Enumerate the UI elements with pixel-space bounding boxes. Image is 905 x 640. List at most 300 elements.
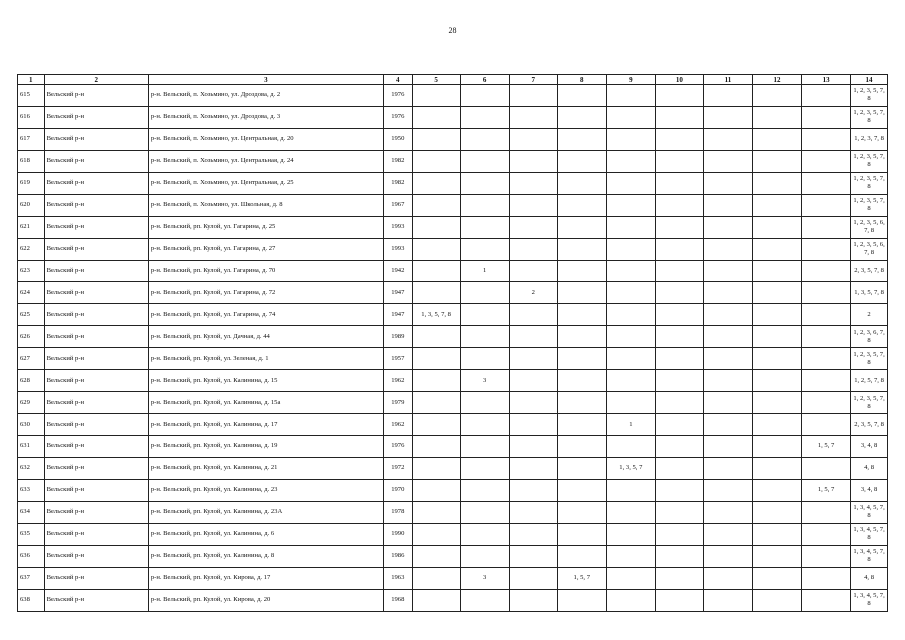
table-cell-col-4: 1957	[383, 348, 412, 370]
table-cell-col-11	[703, 479, 752, 501]
table-cell-col-5	[412, 436, 460, 458]
table-cell-col-12	[752, 457, 801, 479]
table-cell-col-1: 636	[18, 545, 45, 567]
page-number: 28	[448, 26, 457, 35]
table-row	[18, 392, 888, 414]
table-cell-col-3: р-н. Вельский, рп. Кулой, ул. Калинина, д. 23	[148, 479, 383, 501]
table-cell-col-12	[752, 545, 801, 567]
table-cell-col-7	[509, 392, 557, 414]
table-cell-col-2: Вельский р-н	[44, 501, 148, 523]
table-cell-col-12	[752, 392, 801, 414]
table-row	[18, 414, 888, 436]
table-cell-col-13	[802, 216, 851, 238]
table-cell-col-5	[412, 457, 460, 479]
column-header-5: 5	[412, 75, 460, 85]
table-cell-col-4: 1990	[383, 523, 412, 545]
table-cell-col-14: 2	[851, 304, 888, 326]
table-cell-col-8	[557, 260, 606, 282]
table-cell-col-14: 1, 2, 5, 7, 8	[851, 370, 888, 392]
table-cell-col-7	[509, 326, 557, 348]
table-row	[18, 85, 888, 107]
table-cell-col-10	[655, 545, 703, 567]
table-cell-col-9	[606, 172, 655, 194]
table-cell-col-2: Вельский р-н	[44, 392, 148, 414]
table-cell-col-2: Вельский р-н	[44, 128, 148, 150]
table-row	[18, 150, 888, 172]
table-cell-col-5	[412, 567, 460, 589]
table-cell-col-14: 1, 2, 3, 5, 7, 8	[851, 172, 888, 194]
table-cell-col-9	[606, 436, 655, 458]
column-header-12: 12	[752, 75, 801, 85]
table-cell-col-8	[557, 436, 606, 458]
table-cell-col-12	[752, 589, 801, 611]
table-cell-col-6	[460, 150, 509, 172]
table-cell-col-3: р-н. Вельский, п. Хозьмино, ул. Дроздова, д. 2	[148, 85, 383, 107]
table-cell-col-9	[606, 128, 655, 150]
table-cell-col-7	[509, 348, 557, 370]
table-cell-col-12	[752, 479, 801, 501]
table-cell-col-7	[509, 523, 557, 545]
table-cell-col-1: 621	[18, 216, 45, 238]
table-cell-col-11	[703, 106, 752, 128]
table-cell-col-4: 1968	[383, 589, 412, 611]
table-cell-col-9	[606, 567, 655, 589]
table-cell-col-8	[557, 326, 606, 348]
table-cell-col-12	[752, 106, 801, 128]
table-cell-col-2: Вельский р-н	[44, 457, 148, 479]
table-cell-col-13	[802, 326, 851, 348]
table-cell-col-5	[412, 479, 460, 501]
table-cell-col-9	[606, 326, 655, 348]
table-row	[18, 523, 888, 545]
table-cell-col-8	[557, 479, 606, 501]
table-cell-col-1: 620	[18, 194, 45, 216]
table-cell-col-4: 1976	[383, 106, 412, 128]
table-cell-col-2: Вельский р-н	[44, 216, 148, 238]
table-cell-col-5	[412, 523, 460, 545]
table-cell-col-7	[509, 501, 557, 523]
table-cell-col-14: 1, 2, 3, 5, 7, 8	[851, 85, 888, 107]
table-cell-col-1: 634	[18, 501, 45, 523]
table-cell-col-13	[802, 457, 851, 479]
table-cell-col-8: 1, 5, 7	[557, 567, 606, 589]
table-cell-col-5	[412, 194, 460, 216]
table-cell-col-12	[752, 348, 801, 370]
table-cell-col-9	[606, 523, 655, 545]
table-cell-col-10	[655, 436, 703, 458]
table-cell-col-8	[557, 194, 606, 216]
table-cell-col-5	[412, 414, 460, 436]
table-cell-col-11	[703, 348, 752, 370]
table-cell-col-14: 1, 2, 3, 5, 7, 8	[851, 106, 888, 128]
table-cell-col-7	[509, 589, 557, 611]
table-cell-col-7	[509, 128, 557, 150]
table-row	[18, 194, 888, 216]
table-cell-col-3: р-н. Вельский, рп. Кулой, ул. Калинина, д. 23А	[148, 501, 383, 523]
table-cell-col-12	[752, 260, 801, 282]
table-cell-col-2: Вельский р-н	[44, 589, 148, 611]
table-cell-col-11	[703, 216, 752, 238]
table-cell-col-6	[460, 479, 509, 501]
table-cell-col-14: 1, 3, 5, 7, 8	[851, 282, 888, 304]
table-cell-col-1: 615	[18, 85, 45, 107]
table-cell-col-2: Вельский р-н	[44, 479, 148, 501]
table-cell-col-8	[557, 414, 606, 436]
table-cell-col-10	[655, 501, 703, 523]
table-cell-col-11	[703, 326, 752, 348]
table-cell-col-5	[412, 260, 460, 282]
table-cell-col-7	[509, 150, 557, 172]
table-cell-col-11	[703, 194, 752, 216]
table-cell-col-14: 1, 3, 4, 5, 7, 8	[851, 501, 888, 523]
table-cell-col-11	[703, 567, 752, 589]
table-cell-col-11	[703, 172, 752, 194]
table-cell-col-1: 616	[18, 106, 45, 128]
table-cell-col-5	[412, 282, 460, 304]
table-cell-col-7	[509, 172, 557, 194]
table-cell-col-12	[752, 501, 801, 523]
table-cell-col-10	[655, 457, 703, 479]
table-row	[18, 545, 888, 567]
table-cell-col-8	[557, 150, 606, 172]
table-cell-col-13: 1, 5, 7	[802, 436, 851, 458]
table-cell-col-8	[557, 216, 606, 238]
table-cell-col-11	[703, 523, 752, 545]
table-cell-col-4: 1947	[383, 304, 412, 326]
table-cell-col-3: р-н. Вельский, п. Хозьмино, ул. Центральная, д. 24	[148, 150, 383, 172]
table-cell-col-9: 1	[606, 414, 655, 436]
table-cell-col-12	[752, 282, 801, 304]
table-row	[18, 326, 888, 348]
table-cell-col-12	[752, 85, 801, 107]
table-cell-col-2: Вельский р-н	[44, 326, 148, 348]
table-cell-col-11	[703, 545, 752, 567]
column-header-2: 2	[44, 75, 148, 85]
table-cell-col-6	[460, 545, 509, 567]
table-cell-col-7	[509, 194, 557, 216]
table-cell-col-12	[752, 370, 801, 392]
table-cell-col-13	[802, 370, 851, 392]
table-cell-col-14: 1, 2, 3, 5, 6, 7, 8	[851, 216, 888, 238]
table-cell-col-10	[655, 238, 703, 260]
table-cell-col-3: р-н. Вельский, рп. Кулой, ул. Калинина, д. 8	[148, 545, 383, 567]
table-cell-col-1: 618	[18, 150, 45, 172]
table-cell-col-10	[655, 150, 703, 172]
table-cell-col-1: 632	[18, 457, 45, 479]
table-cell-col-3: р-н. Вельский, рп. Кулой, ул. Калинина, д. 21	[148, 457, 383, 479]
table-cell-col-6	[460, 457, 509, 479]
table-cell-col-9	[606, 106, 655, 128]
table-cell-col-13: 1, 5, 7	[802, 479, 851, 501]
table-row	[18, 501, 888, 523]
table-row	[18, 172, 888, 194]
table-row	[18, 479, 888, 501]
table-cell-col-10	[655, 304, 703, 326]
column-header-9: 9	[606, 75, 655, 85]
table-cell-col-11	[703, 501, 752, 523]
table-cell-col-3: р-н. Вельский, рп. Кулой, ул. Гагарина, д. 27	[148, 238, 383, 260]
table-cell-col-5	[412, 392, 460, 414]
table-cell-col-4: 1993	[383, 216, 412, 238]
table-cell-col-1: 638	[18, 589, 45, 611]
table-cell-col-9	[606, 238, 655, 260]
table-cell-col-2: Вельский р-н	[44, 106, 148, 128]
table-cell-col-4: 1970	[383, 479, 412, 501]
table-cell-col-12	[752, 326, 801, 348]
table-cell-col-10	[655, 194, 703, 216]
table-row	[18, 304, 888, 326]
table-cell-col-11	[703, 128, 752, 150]
table-cell-col-3: р-н. Вельский, п. Хозьмино, ул. Центральная, д. 25	[148, 172, 383, 194]
table-cell-col-3: р-н. Вельский, рп. Кулой, ул. Калинина, д. 6	[148, 523, 383, 545]
table-cell-col-4: 1962	[383, 414, 412, 436]
table-row	[18, 457, 888, 479]
table-cell-col-13	[802, 260, 851, 282]
table-cell-col-13	[802, 348, 851, 370]
table-cell-col-5	[412, 238, 460, 260]
table-cell-col-2: Вельский р-н	[44, 523, 148, 545]
table-cell-col-6	[460, 501, 509, 523]
table-header	[18, 75, 888, 85]
table-cell-col-1: 635	[18, 523, 45, 545]
table-cell-col-14: 1, 3, 4, 5, 7, 8	[851, 545, 888, 567]
table-cell-col-4: 1972	[383, 457, 412, 479]
table-cell-col-8	[557, 172, 606, 194]
table-cell-col-3: р-н. Вельский, п. Хозьмино, ул. Школьная, д. 8	[148, 194, 383, 216]
table-cell-col-11	[703, 457, 752, 479]
table-cell-col-14: 1, 2, 3, 5, 7, 8	[851, 392, 888, 414]
table-cell-col-9	[606, 216, 655, 238]
table-cell-col-14: 3, 4, 8	[851, 436, 888, 458]
table-cell-col-8	[557, 545, 606, 567]
table-cell-col-9	[606, 370, 655, 392]
table-cell-col-3: р-н. Вельский, рп. Кулой, ул. Калинина, д. 15	[148, 370, 383, 392]
table-cell-col-10	[655, 128, 703, 150]
table-cell-col-9	[606, 392, 655, 414]
table-cell-col-13	[802, 501, 851, 523]
table-cell-col-8	[557, 348, 606, 370]
table-cell-col-10	[655, 216, 703, 238]
table-cell-col-4: 1963	[383, 567, 412, 589]
table-cell-col-1: 626	[18, 326, 45, 348]
table-cell-col-7	[509, 216, 557, 238]
column-header-11: 11	[703, 75, 752, 85]
table-cell-col-8	[557, 392, 606, 414]
housing-registry-table	[17, 74, 888, 612]
table-cell-col-13	[802, 238, 851, 260]
table-cell-col-8	[557, 85, 606, 107]
table-cell-col-14: 3, 4, 8	[851, 479, 888, 501]
table-cell-col-14: 1, 2, 3, 7, 8	[851, 128, 888, 150]
table-cell-col-3: р-н. Вельский, рп. Кулой, ул. Кирова, д. 20	[148, 589, 383, 611]
table-cell-col-13	[802, 392, 851, 414]
table-cell-col-10	[655, 172, 703, 194]
table-cell-col-1: 637	[18, 567, 45, 589]
table-cell-col-3: р-н. Вельский, рп. Кулой, ул. Дачная, д. 44	[148, 326, 383, 348]
table-cell-col-5	[412, 545, 460, 567]
table-cell-col-12	[752, 150, 801, 172]
table-cell-col-2: Вельский р-н	[44, 414, 148, 436]
table-cell-col-6: 1	[460, 260, 509, 282]
table-cell-col-9: 1, 3, 5, 7	[606, 457, 655, 479]
table-cell-col-1: 629	[18, 392, 45, 414]
table-cell-col-14: 1, 2, 3, 5, 7, 8	[851, 150, 888, 172]
table-cell-col-13	[802, 128, 851, 150]
table-cell-col-9	[606, 304, 655, 326]
table-cell-col-8	[557, 589, 606, 611]
table-cell-col-12	[752, 436, 801, 458]
table-cell-col-6	[460, 589, 509, 611]
table-cell-col-4: 1950	[383, 128, 412, 150]
table-cell-col-8	[557, 106, 606, 128]
table-cell-col-9	[606, 260, 655, 282]
table-cell-col-5: 1, 3, 5, 7, 8	[412, 304, 460, 326]
table-cell-col-10	[655, 348, 703, 370]
table-cell-col-7	[509, 85, 557, 107]
table-cell-col-7	[509, 545, 557, 567]
table-cell-col-11	[703, 304, 752, 326]
table-cell-col-4: 1967	[383, 194, 412, 216]
table-cell-col-10	[655, 85, 703, 107]
table-cell-col-8	[557, 282, 606, 304]
table-cell-col-8	[557, 304, 606, 326]
table-cell-col-2: Вельский р-н	[44, 150, 148, 172]
table-cell-col-10	[655, 414, 703, 436]
table-cell-col-1: 627	[18, 348, 45, 370]
table-cell-col-6	[460, 238, 509, 260]
table-cell-col-14: 1, 2, 3, 6, 7, 8	[851, 326, 888, 348]
table-cell-col-5	[412, 589, 460, 611]
table-cell-col-6	[460, 216, 509, 238]
table-cell-col-11	[703, 414, 752, 436]
table-cell-col-1: 628	[18, 370, 45, 392]
table-row	[18, 238, 888, 260]
column-header-7: 7	[509, 75, 557, 85]
table-cell-col-10	[655, 392, 703, 414]
table-cell-col-5	[412, 85, 460, 107]
table-cell-col-6	[460, 128, 509, 150]
table-cell-col-7	[509, 106, 557, 128]
table-cell-col-6	[460, 172, 509, 194]
table-cell-col-8	[557, 523, 606, 545]
table-cell-col-10	[655, 589, 703, 611]
table-cell-col-12	[752, 216, 801, 238]
table-body	[18, 85, 888, 612]
table-cell-col-7	[509, 304, 557, 326]
table-cell-col-3: р-н. Вельский, рп. Кулой, ул. Зеленая, д. 1	[148, 348, 383, 370]
table-cell-col-4: 1962	[383, 370, 412, 392]
table-cell-col-1: 617	[18, 128, 45, 150]
table-cell-col-2: Вельский р-н	[44, 370, 148, 392]
table-cell-col-4: 1979	[383, 392, 412, 414]
table-row	[18, 282, 888, 304]
table-cell-col-11	[703, 150, 752, 172]
table-row	[18, 216, 888, 238]
table-cell-col-8	[557, 457, 606, 479]
table-cell-col-12	[752, 567, 801, 589]
table-cell-col-13	[802, 567, 851, 589]
table-row	[18, 370, 888, 392]
table-cell-col-3: р-н. Вельский, п. Хозьмино, ул. Дроздова, д. 3	[148, 106, 383, 128]
table-cell-col-11	[703, 260, 752, 282]
table-cell-col-1: 619	[18, 172, 45, 194]
table-cell-col-6: 3	[460, 567, 509, 589]
table-cell-col-2: Вельский р-н	[44, 238, 148, 260]
table-cell-col-7	[509, 436, 557, 458]
table-row	[18, 260, 888, 282]
table-cell-col-11	[703, 392, 752, 414]
table-cell-col-3: р-н. Вельский, п. Хозьмино, ул. Центральная, д. 20	[148, 128, 383, 150]
table-cell-col-14: 1, 2, 3, 5, 7, 8	[851, 348, 888, 370]
table-cell-col-10	[655, 260, 703, 282]
table-cell-col-2: Вельский р-н	[44, 545, 148, 567]
table-cell-col-10	[655, 523, 703, 545]
table-cell-col-7	[509, 479, 557, 501]
table-cell-col-4: 1976	[383, 436, 412, 458]
table-cell-col-3: р-н. Вельский, рп. Кулой, ул. Гагарина, д. 70	[148, 260, 383, 282]
table-cell-col-3: р-н. Вельский, рп. Кулой, ул. Гагарина, д. 74	[148, 304, 383, 326]
table-cell-col-3: р-н. Вельский, рп. Кулой, ул. Гагарина, д. 25	[148, 216, 383, 238]
table-cell-col-6	[460, 414, 509, 436]
table-cell-col-5	[412, 501, 460, 523]
table-cell-col-10	[655, 106, 703, 128]
table-cell-col-7	[509, 567, 557, 589]
table-cell-col-1: 622	[18, 238, 45, 260]
table-cell-col-13	[802, 304, 851, 326]
table-cell-col-13	[802, 545, 851, 567]
table-cell-col-9	[606, 282, 655, 304]
table-cell-col-2: Вельский р-н	[44, 282, 148, 304]
table-cell-col-14: 1, 3, 4, 5, 7, 8	[851, 523, 888, 545]
table-cell-col-1: 624	[18, 282, 45, 304]
table-cell-col-6	[460, 326, 509, 348]
table-cell-col-9	[606, 150, 655, 172]
table-cell-col-4: 1986	[383, 545, 412, 567]
table-cell-col-2: Вельский р-н	[44, 85, 148, 107]
table-cell-col-12	[752, 523, 801, 545]
column-header-6: 6	[460, 75, 509, 85]
table-cell-col-5	[412, 348, 460, 370]
table-cell-col-14: 1, 3, 4, 5, 7, 8	[851, 589, 888, 611]
table-cell-col-9	[606, 194, 655, 216]
table-cell-col-11	[703, 436, 752, 458]
table-cell-col-13	[802, 523, 851, 545]
table-cell-col-12	[752, 128, 801, 150]
table-cell-col-8	[557, 238, 606, 260]
table-cell-col-10	[655, 370, 703, 392]
table-cell-col-10	[655, 326, 703, 348]
table-cell-col-12	[752, 194, 801, 216]
table-cell-col-3: р-н. Вельский, рп. Кулой, ул. Калинина, д. 19	[148, 436, 383, 458]
table-cell-col-11	[703, 589, 752, 611]
table-cell-col-9	[606, 348, 655, 370]
table-cell-col-10	[655, 282, 703, 304]
table-cell-col-12	[752, 414, 801, 436]
table-cell-col-5	[412, 150, 460, 172]
table-cell-col-4: 1982	[383, 150, 412, 172]
table-cell-col-9	[606, 85, 655, 107]
table-cell-col-12	[752, 172, 801, 194]
table-cell-col-1: 625	[18, 304, 45, 326]
table-cell-col-9	[606, 545, 655, 567]
table-cell-col-2: Вельский р-н	[44, 194, 148, 216]
table-cell-col-11	[703, 238, 752, 260]
table-cell-col-8	[557, 501, 606, 523]
table-cell-col-9	[606, 589, 655, 611]
table-cell-col-13	[802, 414, 851, 436]
table-cell-col-2: Вельский р-н	[44, 260, 148, 282]
table-cell-col-3: р-н. Вельский, рп. Кулой, ул. Кирова, д. 17	[148, 567, 383, 589]
